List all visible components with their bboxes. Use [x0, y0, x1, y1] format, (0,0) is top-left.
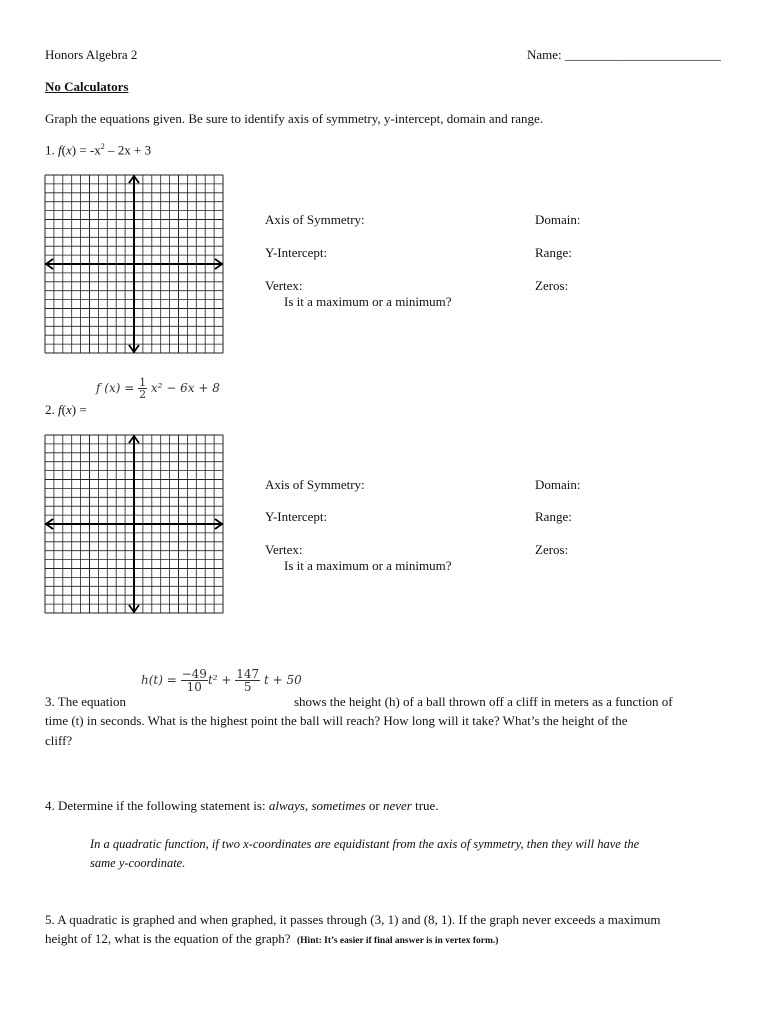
problem-2-label: 2. f(x) = [45, 402, 87, 417]
formula-lhs: h(t) = [141, 673, 181, 687]
equals: = [76, 402, 87, 417]
function-var-x: x [65, 142, 72, 158]
formula-right: x² − 6x + 8 [150, 381, 220, 395]
zeros-label-1: Zeros: [535, 278, 569, 293]
axis-of-symmetry-label-2: Axis of Symmetry: [265, 477, 365, 492]
formula-num: 1 [139, 376, 147, 389]
name-field-label: Name: ________________________ [527, 47, 721, 62]
problem-5-line1: 5. A quadratic is graphed and when graphed, it passes through (3, 1) and (8, 1). If the graph never exceeds a maximum [45, 912, 661, 927]
problem-3-prefix: 3. The equation [45, 694, 126, 709]
p4-sep2: or [365, 798, 383, 813]
problem-2-formula [96, 377, 220, 400]
eq-part-b: – 2x + 3 [104, 142, 152, 158]
y-intercept-label-2: Y-Intercept: [265, 509, 328, 524]
frac2-num: 147 [236, 667, 260, 681]
p4-prefix: 4. Determine if the following statement is: [45, 798, 269, 813]
exponent: 2 [100, 142, 105, 151]
max-min-question-2: Is it a maximum or a minimum? [284, 558, 452, 573]
formula-den: 2 [139, 388, 147, 401]
problem-5-line2 [45, 931, 498, 947]
problem-5-hint: (Hint: It’s easier if final answer is in vertex form.) [297, 936, 499, 946]
vertex-label-2: Vertex: [265, 542, 303, 557]
problem-3-line2: time (t) in seconds. What is the highest point the ball will reach? How long will it take? What’s the height of the [45, 713, 628, 728]
frac2-den: 5 [243, 680, 252, 694]
problem-3-line3: cliff? [45, 733, 73, 748]
graph-grid-2[interactable] [44, 434, 226, 616]
problem-3-line1: shows the height (h) of a ball thrown off a cliff in meters as a function of [294, 694, 673, 709]
p4-suffix: true. [411, 798, 439, 813]
function-f-2: f [58, 402, 62, 417]
function-var-x-2: x [65, 402, 72, 417]
frac1-num: −49 [181, 667, 207, 681]
problem-4-prompt [45, 798, 439, 814]
domain-label-2: Domain: [535, 477, 581, 492]
p5-line2-text: height of 12, what is the equation of the graph? [45, 931, 291, 946]
zeros-label-2: Zeros: [535, 542, 569, 557]
max-min-question-1: Is it a maximum or a minimum? [284, 294, 452, 309]
frac1-var: t² + [207, 673, 236, 687]
instructions: Graph the equations given. Be sure to identify axis of symmetry, y-intercept, domain and range. [45, 111, 544, 126]
p4-sep1: , [304, 798, 312, 813]
no-calculators-heading: No Calculators [45, 79, 129, 94]
eq-part-a: = -x [76, 142, 101, 158]
function-f: f [58, 142, 62, 158]
range-label-2: Range: [535, 509, 572, 524]
y-intercept-label-1: Y-Intercept: [265, 245, 328, 260]
word-sometimes: sometimes [311, 798, 366, 813]
axis-of-symmetry-label-1: Axis of Symmetry: [265, 212, 365, 227]
problem-3-formula [141, 668, 302, 693]
vertex-label-1: Vertex: [265, 278, 303, 293]
problem-2-number: 2. [45, 402, 58, 417]
domain-label-1: Domain: [535, 212, 581, 227]
frac2-var: t + 50 [264, 673, 302, 687]
frac1-den: 10 [186, 680, 202, 694]
problem-1-number: 1. [45, 142, 58, 158]
problem-4-statement-line2: same y-coordinate. [90, 856, 186, 870]
course-title: Honors Algebra 2 [45, 47, 138, 62]
problem-4-statement-line1: In a quadratic function, if two x-coordinates are equidistant from the axis of symmetry, then they will have the [90, 837, 640, 851]
formula-left: f (x) = [96, 381, 139, 395]
word-always: always [268, 798, 305, 813]
problem-1-equation: 1. $f(x) = -x^2 - 2x + 3$ [45, 142, 152, 158]
graph-grid-1[interactable] [44, 174, 226, 356]
word-never: never [382, 798, 412, 813]
range-label-1: Range: [535, 245, 572, 260]
